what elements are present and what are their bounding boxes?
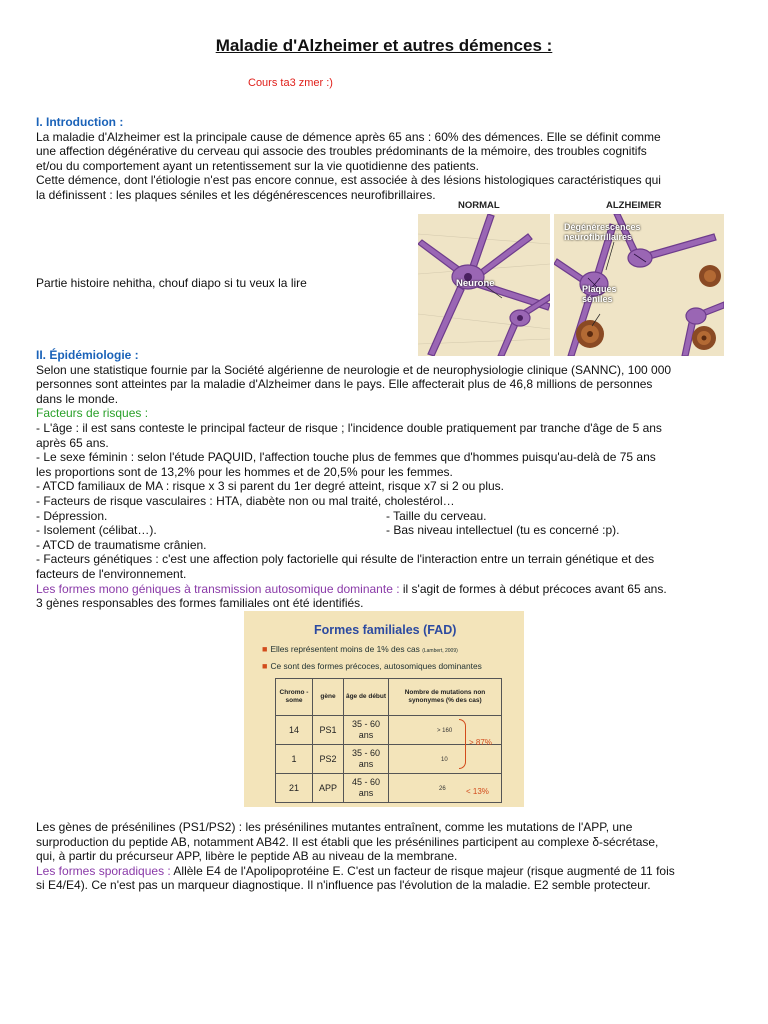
cell-chromosome: 14 xyxy=(276,716,313,745)
fad-slide-title: Formes familiales (FAD) xyxy=(314,623,457,637)
cell-mutations: > 160 xyxy=(389,716,502,745)
risk-line: - Facteurs génétiques : c'est une affection poly factorielle qui résulte de l'interaction entre un terrain génétique et des xyxy=(36,552,655,567)
plaques-seniles-label: Plaques séniles xyxy=(582,284,617,304)
ps-percentage: > 87% xyxy=(469,738,492,747)
monogenic-line xyxy=(36,582,726,597)
cell-gene: PS1 xyxy=(313,716,344,745)
intro-line: la définissent : les plaques séniles et les dégénérescences neurofibrillaires. xyxy=(36,187,436,202)
intro-line: et/ou du comportement ayant un retentissement sur la vie quotidienne des patients. xyxy=(36,158,479,173)
fad-bullet: ■ Elles représentent moins de 1% des cas (Lambert, 2009) xyxy=(262,644,458,654)
risk-two-column-row xyxy=(36,509,726,524)
document-title: Maladie d'Alzheimer et autres démences : xyxy=(215,36,553,55)
fad-bullet: ■ Ce sont des formes précoces, autosomiques dominantes xyxy=(262,661,482,671)
cell-mutations: 10 xyxy=(389,745,502,774)
risk-line: facteurs de l'environnement. xyxy=(36,566,187,581)
header-chromosome: Chromo -some xyxy=(276,679,313,716)
risk-line: - ATCD familiaux de MA : risque x 3 si parent du 1er degré atteint, risque x7 si 2 ou plus. xyxy=(36,479,505,494)
sporadic-line-2: si E4/E4). Ce n'est pas un marqueur diagnostique. Il n'influence pas l'évolution de la maladie. E2 semble protecteur. xyxy=(36,878,651,893)
normal-neuron-panel xyxy=(418,214,550,356)
ps-bracket xyxy=(459,719,466,769)
header-age: âge de début xyxy=(344,679,389,716)
senile-plaque-2 xyxy=(692,326,716,350)
monogenic-line-2: 3 gènes responsables des formes familiales ont été identifiés. xyxy=(36,596,364,611)
risk-item: - Taille du cerveau. xyxy=(386,508,487,523)
fad-table xyxy=(275,678,502,803)
risk-factors-heading: Facteurs de risques : xyxy=(36,406,149,421)
cell-age: 45 - 60 ans xyxy=(344,774,389,803)
introduction-heading: I. Introduction : xyxy=(36,115,124,129)
risk-item: - Bas niveau intellectuel (tu es concerné :p). xyxy=(386,523,620,538)
intro-line: La maladie d'Alzheimer est la principale cause de démence après 65 ans : 60% des démences. Elle se définit comme xyxy=(36,129,661,144)
cell-chromosome: 21 xyxy=(276,774,313,803)
risk-line: - Facteurs de risque vasculaires : HTA, diabète non ou mal traité, cholestérol… xyxy=(36,493,455,508)
epidemiology-line: Selon une statistique fournie par la Société algérienne de neurologie et de neurophysiologie clinique (SANNC), 100 000 xyxy=(36,362,672,377)
cell-age: 35 - 60 ans xyxy=(344,716,389,745)
risk-line: - L'âge : il est sans conteste le principal facteur de risque ; l'incidence double pratiquement par tranche d'âge de 5 ans xyxy=(36,420,662,435)
genes-section xyxy=(36,820,726,893)
alzheimer-neuron-panel xyxy=(554,214,724,356)
cell-chromosome: 1 xyxy=(276,745,313,774)
risk-two-column-row xyxy=(36,523,726,538)
intro-line: Cette démence, dont l'étiologie n'est pas encore connue, est associée à des lésions histologiques caractéristiques qui xyxy=(36,173,661,188)
genes-line: qui, à partir du précurseur APP, libère le peptide AB au niveau de la membrane. xyxy=(36,849,458,864)
epidemiology-line: dans le monde. xyxy=(36,391,119,406)
familial-forms-slide xyxy=(244,611,524,807)
epidemiology-heading: II. Épidémiologie : xyxy=(36,348,139,362)
table-row xyxy=(276,716,502,745)
degenerescences-label: Dégénérescences neurofibrillaires xyxy=(564,222,641,242)
intro-line: une affection dégénérative du cerveau qui associe des troubles prédominants de la mémoire, des troubles cognitifs xyxy=(36,144,647,159)
normal-label: NORMAL xyxy=(458,200,500,211)
senile-plaque-3 xyxy=(699,265,721,287)
document-subtitle: Cours ta3 zmer :) xyxy=(248,77,333,89)
app-percentage: < 13% xyxy=(466,787,489,796)
cell-gene: PS2 xyxy=(313,745,344,774)
header-gene: gène xyxy=(313,679,344,716)
history-note: Partie histoire nehitha, chouf diapo si tu veux la lire xyxy=(36,276,307,290)
header-mutations: Nombre de mutations non synonymes (% des cas) xyxy=(389,679,502,716)
introduction-section xyxy=(36,115,726,203)
neuron-comparison-figure xyxy=(418,200,724,356)
cell-age: 35 - 60 ans xyxy=(344,745,389,774)
bullet-icon: ■ xyxy=(262,644,268,654)
sporadic-heading: Les formes sporadiques : xyxy=(36,863,171,878)
senile-plaque-1 xyxy=(576,320,604,348)
risk-item: - Isolement (célibat…). xyxy=(36,523,157,538)
genes-line: Les gènes de présénilines (PS1/PS2) : les présénilines mutantes entraînent, comme les mutations de l'APP, une xyxy=(36,820,633,834)
risk-line: après 65 ans. xyxy=(36,435,109,450)
risk-line: - ATCD de traumatisme crânien. xyxy=(36,537,207,552)
risk-line: les proportions sont de 13,2% pour les hommes et de 20,5% pour les femmes. xyxy=(36,464,453,479)
bullet-icon: ■ xyxy=(262,661,268,671)
neurone-label: Neurone xyxy=(456,278,495,289)
sporadic-text: Allèle E4 de l'Apolipoprotéine E. C'est un facteur de risque majeur (risque augmenté de 11 fois xyxy=(170,863,675,878)
monogenic-heading: Les formes mono géniques à transmission autosomique dominante : xyxy=(36,581,400,596)
table-header-row xyxy=(276,679,502,716)
epidemiology-line: personnes sont atteintes par la maladie d'Alzheimer dans le pays. Elle affecterait plus de 46,8 millions de personnes xyxy=(36,377,653,392)
alzheimer-label: ALZHEIMER xyxy=(606,200,662,211)
monogenic-text: il s'agit de formes à début précoces avant 65 ans. xyxy=(399,581,667,596)
cell-mutations: 26 xyxy=(389,774,502,803)
risk-line: - Le sexe féminin : selon l'étude PAQUID, l'affection touche plus de femmes que d'hommes puisqu'au-delà de 75 ans xyxy=(36,450,656,465)
cell-gene: APP xyxy=(313,774,344,803)
genes-line: surproduction du peptide AB, notamment AB42. Il est établi que les présénilines participent au complexe δ-sécrétase, xyxy=(36,834,659,849)
epidemiology-section xyxy=(36,348,726,611)
table-row xyxy=(276,745,502,774)
risk-item: - Dépression. xyxy=(36,508,108,523)
sporadic-line xyxy=(36,864,726,879)
